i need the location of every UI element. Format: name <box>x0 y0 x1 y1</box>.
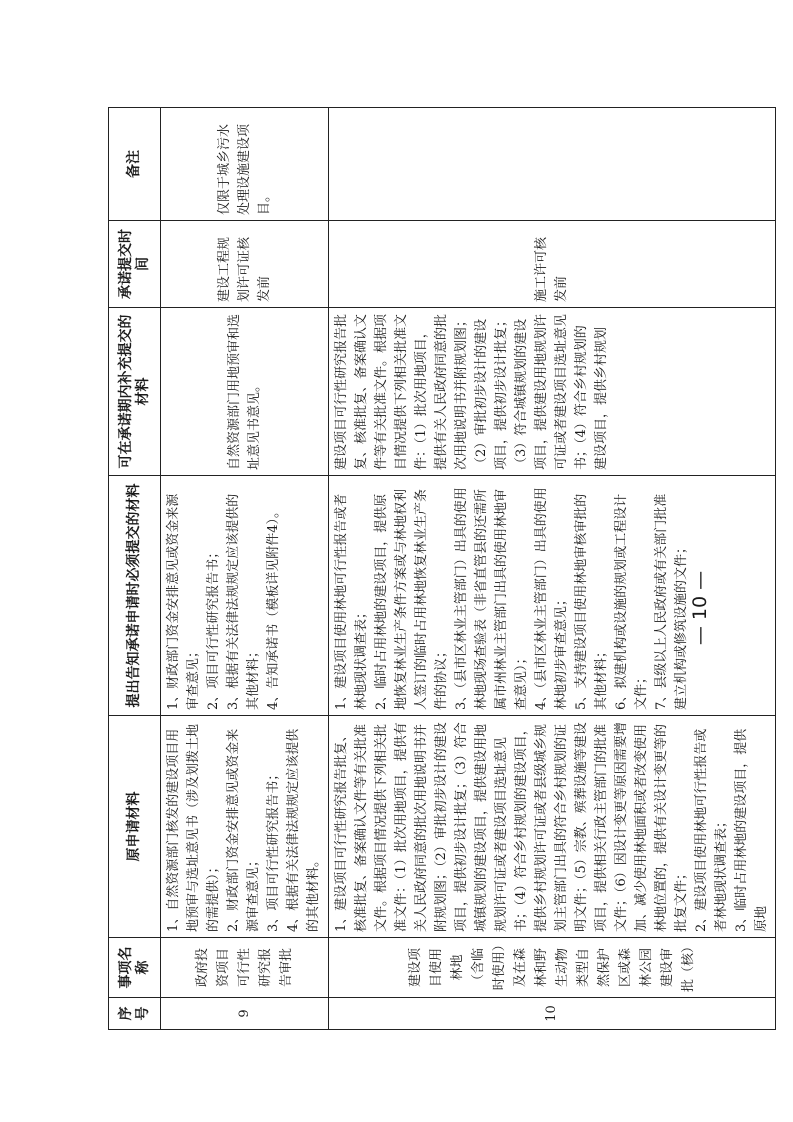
notify-item: 6、拟建机构或设施的规划或工程设计文件； <box>614 493 649 710</box>
row-seq: 10 <box>329 998 776 1030</box>
header-time: 承诺提交时间 <box>109 221 161 308</box>
original-item: 3、项目可行性研究报告书； <box>266 767 281 932</box>
row-remark <box>329 108 776 221</box>
header-supplement: 可在承诺期内补充提交的材料 <box>109 308 161 476</box>
table-row <box>329 108 776 1030</box>
row-remark: 仅限于城乡污水处理设施建设项目。 <box>161 108 329 221</box>
original-item: 2、建设项目使用林地可行性报告或者林地现状调查表； <box>694 728 729 932</box>
row-supplement <box>161 308 329 476</box>
notify-item: 1、财政部门资金安排意见或资金来源审查意见； <box>166 493 201 710</box>
table-row <box>161 108 329 1030</box>
header-notify: 提出告知承诺申请时必须提交的材料 <box>109 476 161 716</box>
row-supplement <box>329 308 776 476</box>
original-item: 1、建设项目可行性研究报告批复、核准批复、备案确认文件等有关批准文件。根据项目情况提供下列相关批准文件：（1）批次用地项目，提供有关人民政府同意的批次用地说明书并附规划图；（2）审批初步设计的建设项目，提供初步设计批复；（3）符合城镇规划的建设项目，提供建设用地规划许可证或者建设项目选址意见书；（4）符合乡村规划的建设项目，提供乡村规划许可证或者县级城乡规划主管部门出具的符合乡村规划的证明文件；（5）宗教、殡葬设施等建设项目，提供相关行政主管部门的批准文件；（6）因设计变更等原因需要增加、减少使用林地面积或者改变使用林地位置的，提供有关设计变更等的批复文件； <box>334 722 689 932</box>
notify-item: 3、根据有关法律法规规定应该提供的其他材料； <box>226 493 261 710</box>
header-seq: 序号 <box>109 998 161 1030</box>
row-notify <box>161 476 329 716</box>
row-time: 建设工程规划许可证核发前 <box>161 221 329 308</box>
page-number: — 10 — <box>689 570 711 646</box>
rotated-page-content <box>108 108 769 1030</box>
approval-materials-table <box>108 107 776 1030</box>
original-item: 1、自然资源部门核发的建设项目用地预审与选址意见书（涉及划拨土地的需提供）； <box>166 723 221 932</box>
supplement-item: 建设项目可行性研究报告批复、核准批复、备案确认文件等有关批准文件。根据项目情况提供下列相关批准文件：（1）批次用地项目，提供有关人民政府同意的批次用地说明书并附规划图；（2）审批初步设计的建设项目，提供初步设计批复；（3）符合城镇规划的建设项目，提供建设用地规划许可证或者建设项目选址意见书；（4）符合乡村规划的建设项目，提供乡村规划 <box>334 313 609 470</box>
notify-item: 2、临时占用林地的建设项目，提供原地恢复林业生产条件方案或与林地权利人签订的临时占用林地恢复林业生产条件的协议； <box>374 488 449 710</box>
row-name: 政府投资项目可行性研究报告审批 <box>161 938 329 998</box>
notify-item: 5、支持建设项目使用林地审核审批的其他材料； <box>574 493 609 710</box>
supplement-item: 自然资源部门用地预审和选址意见书意见。 <box>226 313 262 470</box>
row-original <box>161 716 329 938</box>
header-name: 事项名称 <box>109 938 161 998</box>
header-original: 原申请材料 <box>109 716 161 938</box>
row-seq: 9 <box>161 998 329 1030</box>
notify-item: 4、告知承诺书（模板详见附件4）。 <box>266 504 281 710</box>
original-item: 3、临时占用林地的建设项目，提供原地 <box>734 728 769 932</box>
row-original <box>329 716 776 938</box>
notify-item: 7、县级以上人民政府或有关部门批准建立机构或修筑设施的文件； <box>654 493 689 710</box>
notify-item: 4、（县市区林业主管部门）出具的使用林地初步审查意见； <box>534 487 569 710</box>
original-item: 4、根据有关法律法规规定应该提供的其他材料。 <box>286 728 321 932</box>
table-header-row <box>109 108 161 1030</box>
row-time: 施工许可核发前 <box>329 221 776 308</box>
original-item: 2、财政部门资金安排意见或资金来源审查意见； <box>226 728 261 932</box>
row-name: 建设项目使用林地（含临时使用）及在森林和野生动物类型自然保护区或森林公园建设审批（核） <box>329 938 776 998</box>
header-remark: 备注 <box>109 108 161 221</box>
notify-item: 1、建设项目使用林地可行性报告或者林地现状调查表； <box>334 493 369 710</box>
notify-item: 2、项目可行性研究报告书； <box>206 545 221 710</box>
notify-item: 3、（县市区林业主管部门）出具的使用林地现场查验表（非省直管县的还需所属市州林业主管部门出具的使用林地审查意见）； <box>454 487 529 710</box>
